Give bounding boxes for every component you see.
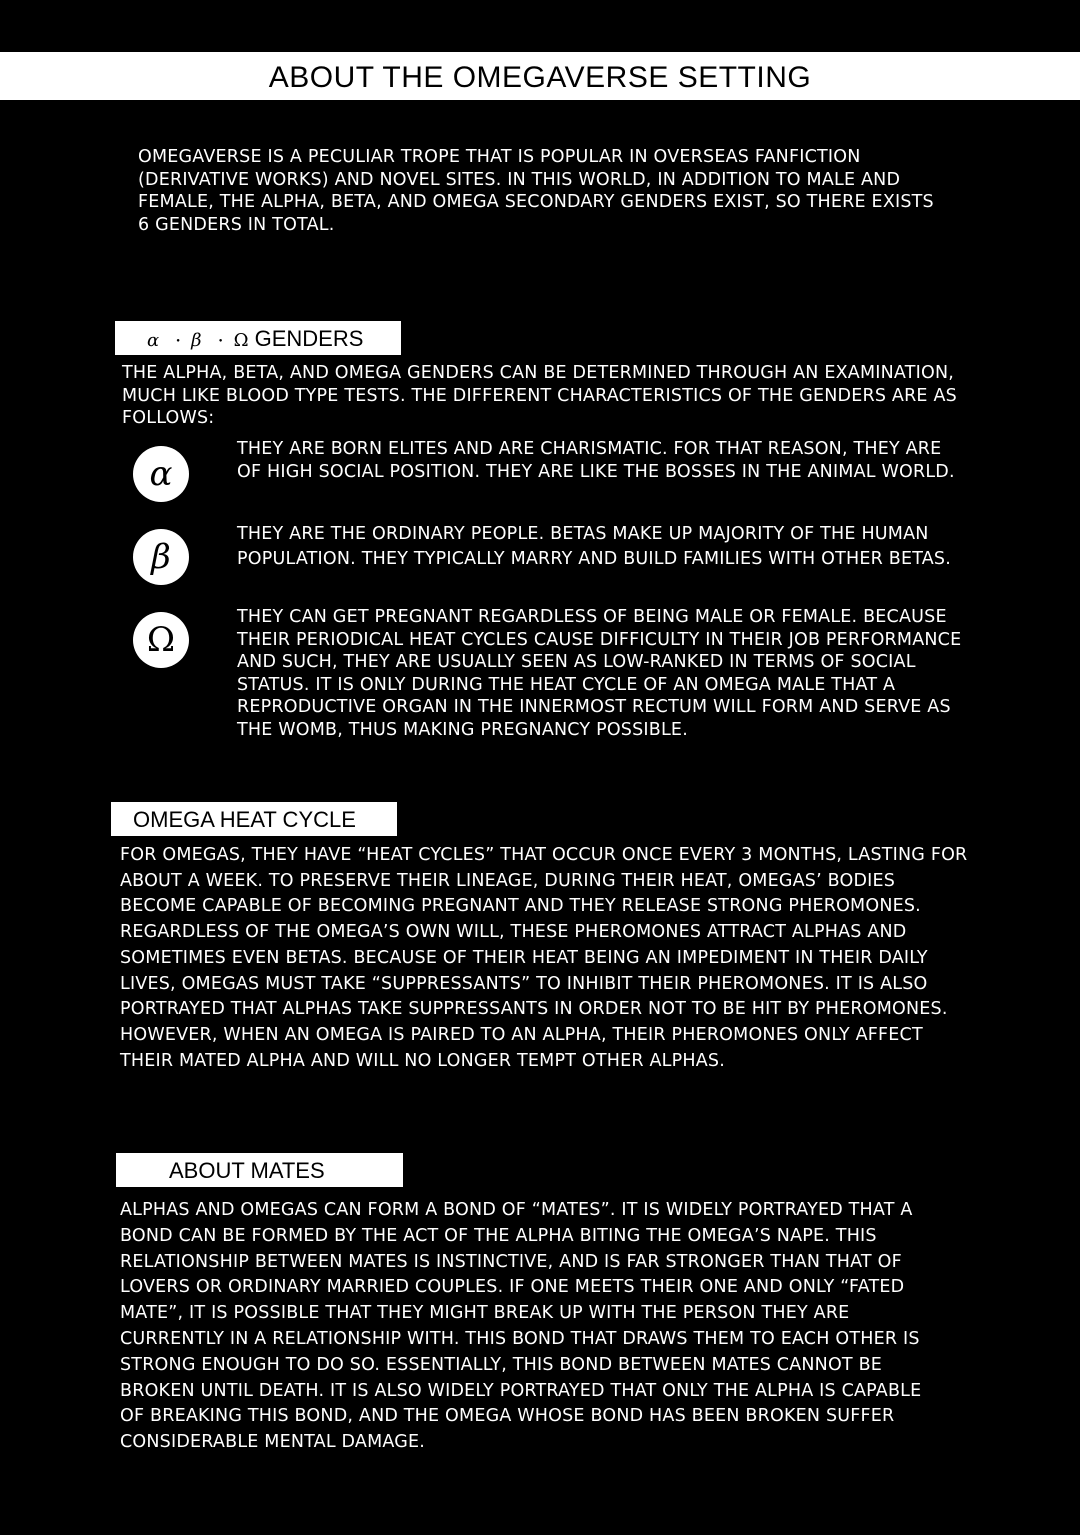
omega-symbol: Ω	[233, 330, 249, 351]
heat-cycle-section-label: OMEGA HEAT CYCLE	[111, 802, 397, 836]
mates-paragraph: ALPHAS AND OMEGAS CAN FORM A BOND OF “MATES”. IT IS WIDELY PORTRAYED THAT A BOND CAN BE FORMED BY THE ACT OF THE ALPHA BITING THE OMEGA’S NAPE. THIS RELATIONSHIP BETWEEN MATES IS INSTINCTIVE, AND IS FAR STRONGER THAN THAT OF LOVERS OR ORDINARY MARRIED COUPLES. IF ONE MEETS THEIR ONE AND ONLY “FATED MATE”, IT IS POSSIBLE THAT THEY MIGHT BREAK UP WITH THE PERSON THEY ARE CURRENTLY IN A RELATIONSHIP WITH. THIS BOND THAT DRAWS THEM TO EACH OTHER IS STRONG ENOUGH TO DO SO. ESSENTIALLY, THIS BOND BETWEEN MATES CANNOT BE BROKEN UNTIL DEATH. IT IS ALSO WIDELY PORTRAYED THAT ONLY THE ALPHA IS CAPABLE OF BREAKING THIS BOND, AND THE OMEGA WHOSE BOND HAS BEEN BROKEN SUFFER CONSIDERABLE MENTAL DAMAGE.	[120, 1200, 922, 1453]
heat-cycle-paragraph: FOR OMEGAS, THEY HAVE “HEAT CYCLES” THAT OCCUR ONCE EVERY 3 MONTHS, LASTING FOR ABOUT A WEEK. TO PRESERVE THEIR LINEAGE, DURING THEIR HEAT, OMEGAS’ BODIES BECOME CAPABLE OF BECOMING PREGNANT AND THEY RELEASE STRONG PHEROMONES. REGARDLESS OF THE OMEGA’S OWN WILL, THESE PHEROMONES ATTRACT ALPHAS AND SOMETIMES EVEN BETAS. BECAUSE OF THEIR HEAT BEING AN IMPEDIMENT IN THEIR DAILY LIVES, OMEGAS MUST TAKE “SUPPRESSANTS” TO INHIBIT THEIR PHEROMONES. IT IS ALSO PORTRAYED THAT ALPHAS TAKE SUPPRESSANTS IN ORDER NOT TO BE HIT BY PHEROMONES. HOWEVER, WHEN AN OMEGA IS PAIRED TO AN ALPHA, THEIR PHEROMONES ONLY AFFECT THEIR MATED ALPHA AND WILL NO LONGER TEMPT OTHER ALPHAS.	[120, 845, 968, 1071]
beta-description: THEY ARE THE ORDINARY PEOPLE. BETAS MAKE UP MAJORITY OF THE HUMAN POPULATION. THEY TYPICALLY MARRY AND BUILD FAMILIES WITH OTHER BETAS.	[237, 524, 951, 569]
genders-intro-paragraph: THE ALPHA, BETA, AND OMEGA GENDERS CAN BE DETERMINED THROUGH AN EXAMINATION, MUCH LIKE BLOOD TYPE TESTS. THE DIFFERENT CHARACTERISTICS OF THE GENDERS ARE AS FOLLOWS:	[122, 363, 957, 428]
intro-paragraph: OMEGAVERSE IS A PECULIAR TROPE THAT IS POPULAR IN OVERSEAS FANFICTION (DERIVATIVE WORKS) AND NOVEL SITES. IN THIS WORLD, IN ADDITION TO MALE AND FEMALE, THE ALPHA, BETA, AND OMEGA SECONDARY GENDERS EXIST, SO THERE EXISTS 6 GENDERS IN TOTAL.	[138, 147, 934, 235]
genders-label-text: GENDERS	[254, 326, 364, 351]
beta-icon: β	[133, 529, 189, 585]
mates-section-label: ABOUT MATES	[116, 1153, 403, 1187]
genders-section-label	[115, 321, 401, 355]
alpha-icon: α	[133, 446, 189, 502]
omega-description: THEY CAN GET PREGNANT REGARDLESS OF BEING MALE OR FEMALE. BECAUSE THEIR PERIODICAL HEAT CYCLES CAUSE DIFFICULTY IN THEIR JOB PERFORMANCE AND SUCH, THEY ARE USUALLY SEEN AS LOW-RANKED IN TERMS OF SOCIAL STATUS. IT IS ONLY DURING THE HEAT CYCLE OF AN OMEGA MALE THAT A REPRODUCTIVE ORGAN IN THE INNERMOST RECTUM WILL FORM AND SERVE AS THE WOMB, THUS MAKING PREGNANCY POSSIBLE.	[237, 607, 962, 740]
separator-dot: ・	[171, 334, 186, 350]
separator-dot: ・	[213, 334, 228, 350]
alpha-symbol: α	[147, 330, 160, 351]
page-title: ABOUT THE OMEGAVERSE SETTING	[0, 52, 1080, 100]
omega-icon: Ω	[133, 612, 189, 668]
alpha-description: THEY ARE BORN ELITES AND ARE CHARISMATIC. FOR THAT REASON, THEY ARE OF HIGH SOCIAL POSITION. THEY ARE LIKE THE BOSSES IN THE ANIMAL WORLD.	[237, 439, 955, 482]
beta-symbol: β	[191, 330, 202, 351]
